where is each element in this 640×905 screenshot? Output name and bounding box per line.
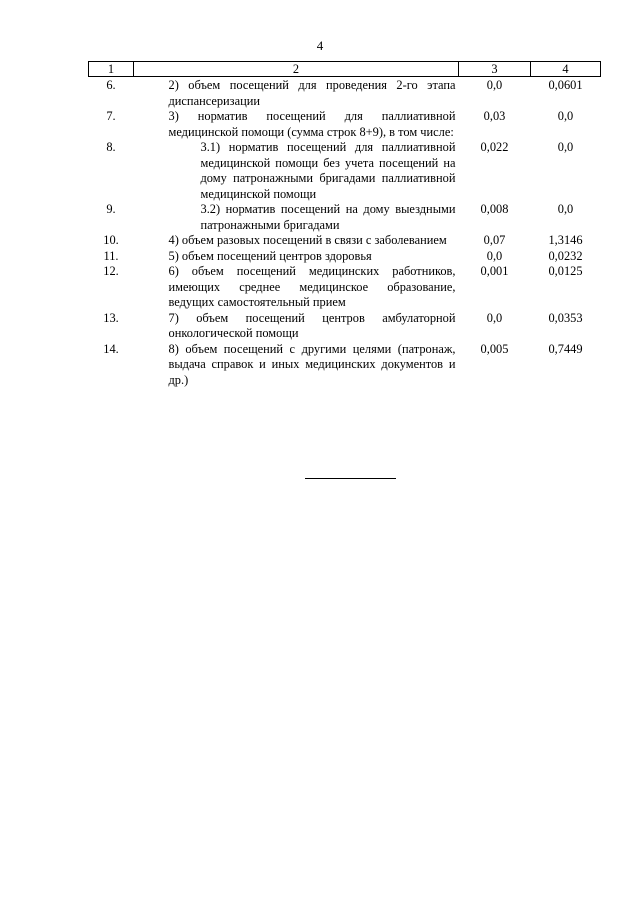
table-row	[89, 77, 601, 110]
row-value-col4: 0,0353	[548, 310, 583, 325]
table-row	[89, 140, 601, 202]
row-description: 3.1) норматив посещений для паллиативной медицинской помощи без учета посещений на дому патронажными бригадами паллиативной медицинской помощи	[200, 140, 456, 201]
table-row	[89, 233, 601, 249]
row-number: 6.	[106, 78, 116, 92]
row-value-col3: 0,07	[483, 233, 506, 247]
row-description: 2) объем посещений для проведения 2-го этапа диспансеризации	[168, 78, 456, 108]
column-header-2: 2	[134, 62, 459, 77]
row-number: 14.	[103, 341, 119, 356]
row-value-col3: 0,008	[480, 202, 509, 216]
data-table	[88, 61, 601, 388]
row-number: 7.	[106, 109, 116, 123]
column-header-4: 4	[531, 62, 601, 77]
row-value-col4: 0,0125	[548, 264, 583, 278]
row-value-col4: 0,0	[557, 109, 574, 123]
table-header-row	[89, 62, 601, 77]
row-number: 10.	[103, 233, 119, 247]
row-description: 8) объем посещений с другими целями (патронаж, выдача справок и иных медицинских документов и др.)	[168, 341, 456, 387]
row-number: 9.	[106, 202, 116, 216]
row-value-col4: 0,0232	[548, 248, 583, 263]
row-value-col3: 0,005	[480, 341, 509, 356]
column-header-3: 3	[459, 62, 531, 77]
row-description: 6) объем посещений медицинских работников, имеющих среднее медицинское образование, ведущих самостоятельный прием	[168, 264, 456, 309]
table-row	[89, 109, 601, 140]
row-description: 3) норматив посещений для паллиативной медицинской помощи (сумма строк 8+9), в том числе:	[168, 109, 456, 139]
row-value-col4: 0,0601	[548, 78, 583, 92]
row-value-col3: 0,022	[480, 140, 509, 154]
row-value-col3: 0,03	[483, 109, 506, 123]
row-value-col3: 0,001	[480, 264, 509, 278]
table-row	[89, 342, 601, 389]
row-description: 4) объем разовых посещений в связи с заболеванием	[168, 233, 447, 247]
end-of-document-rule	[305, 478, 396, 479]
row-number: 12.	[103, 264, 119, 278]
row-value-col3: 0,0	[486, 248, 503, 263]
column-header-1: 1	[89, 62, 134, 77]
row-description: 3.2) норматив посещений на дому выездными патронажными бригадами	[200, 202, 456, 232]
row-value-col4: 0,0	[557, 202, 574, 216]
table-row	[89, 264, 601, 311]
row-value-col3: 0,0	[486, 310, 503, 325]
row-description: 5) объем посещений центров здоровья	[168, 248, 372, 263]
row-number: 13.	[103, 310, 119, 325]
row-number: 8.	[106, 140, 116, 154]
row-value-col4: 0,0	[557, 140, 574, 154]
table-row	[89, 311, 601, 342]
table-row	[89, 249, 601, 265]
row-description: 7) объем посещений центров амбулаторной онкологической помощи	[168, 310, 456, 340]
row-number: 11.	[103, 248, 119, 263]
row-value-col4: 0,7449	[548, 341, 583, 356]
row-value-col3: 0,0	[486, 78, 503, 92]
table-row	[89, 202, 601, 233]
row-value-col4: 1,3146	[548, 233, 583, 247]
page-number: 4	[316, 38, 324, 53]
